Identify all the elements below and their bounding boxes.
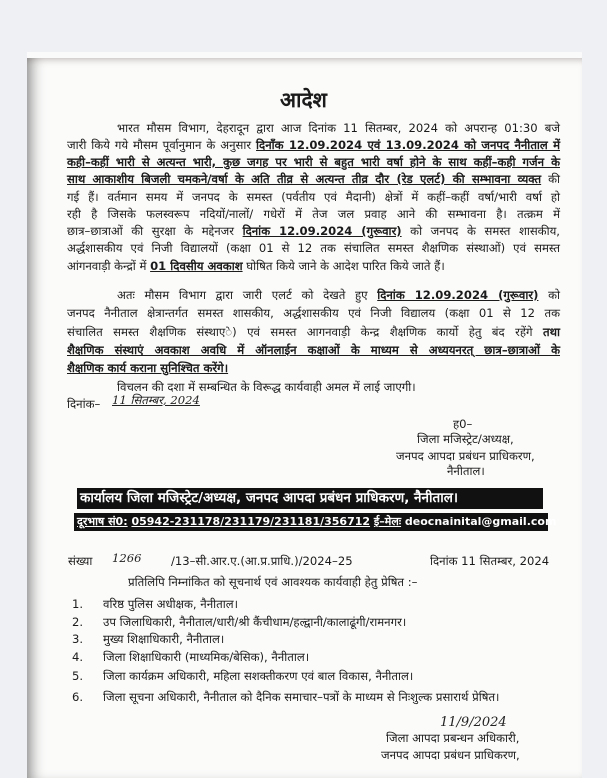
- emphasized-text: शैक्षणिक कार्य कराना सुनिश्चित करेंगे।: [67, 361, 229, 375]
- order-title: आदेश: [280, 88, 327, 112]
- email-label: ई–मेलः: [373, 515, 402, 528]
- handwritten-number: 1266: [112, 551, 142, 565]
- recipient-number: 3.: [72, 632, 84, 646]
- body-text: की: [541, 172, 561, 186]
- signatory-authority: जनपद आपदा प्रबंधन प्राधिकरण,: [396, 449, 535, 463]
- body-line: [67, 189, 560, 205]
- body-text: छात्र–छात्राओं की सुरक्षा के मद्देनजर: [67, 224, 243, 238]
- phone-label: दूरभाष सं0:: [77, 515, 128, 528]
- copy-signatory-authority: जनपद आपदा प्रबंधन प्राधिकरण,: [381, 748, 520, 762]
- body-text: संचालित समस्त शैक्षणिक संस्थाएे) एवं समस्त आगनवाड़ी केन्द्र शैक्षणिक कार्यो हेतु बंद रहेंगे: [67, 325, 543, 339]
- body-text: घोषित किये जाने के आदेश पारित किये जाते हैं।: [242, 259, 445, 273]
- signatory-title: जिला मजिस्ट्रेट/अध्यक्ष,: [417, 432, 514, 446]
- signature-prefix: ह0–: [453, 417, 473, 431]
- contact-banner: [74, 513, 557, 531]
- body-line: [67, 342, 560, 358]
- emphasized-text: तथा: [542, 325, 560, 339]
- body-text: भारत मौसम विभाग, देहरादून द्वारा आज दिनांक 11 सितम्बर, 2024 को अपरान्ह 01:30 बजे: [117, 121, 560, 135]
- emphasized-text: साथ आकाशीय बिजली चमकने/वर्षा के अति तीव्र से अत्यन्त तीव्र दौर (रेड एलर्ट) की सम्भावना व्यक्त: [67, 172, 542, 186]
- recipient-item: जिला सूचना अधिकारी, नैनीताल को दैनिक समाचार–पत्रों के माध्यम से निःशुल्क प्रसारार्थ प्रेषित।: [103, 690, 500, 704]
- body-text: अतः मौसम विभाग द्वारा जारी एलर्ट को देखते हुए: [117, 288, 378, 302]
- email-address[interactable]: deocnainital@gmail.com: [404, 515, 557, 528]
- recipient-item: उप जिलाधिकारी, नैनीताल/धारी/श्री कैंचीधाम/हल्द्वानी/कालाढूंगी/रामनगर।: [103, 615, 407, 629]
- body-line: [67, 305, 560, 321]
- emphasized-text: दिनांक 12.09.2024 (गुरूवार): [377, 288, 539, 302]
- handwritten-signature: 11/9/2024: [440, 715, 507, 730]
- emphasized-text: कही–कहीं भारी से अत्यन्त भारी, कुछ जगह पर भारी से बहुत भारी वर्षा होने के साथ कहीं–कही गर्जन के: [67, 155, 560, 169]
- body-text: रही है जिसके फलस्वरूप नदियों/नालों/ गधेरों में तेज जल प्रवाह आने की सम्भावना है। तत्क्रम में: [67, 207, 560, 221]
- body-line: [67, 171, 560, 187]
- copy-intro: प्रतिलिपि निम्नांकित को सूचनार्थ एवं आवश्यक कार्यवाही हेतु प्रेषित :–: [128, 575, 418, 589]
- emphasized-text: दिनांक 12.09.2024 (गुरूवार): [242, 224, 402, 238]
- recipient-number: 5.: [72, 669, 84, 683]
- body-text: अर्द्धशासकीय एवं निजी विद्यालयों (कक्षा 01 से 12 तक संचालित समस्त शैक्षणिक संस्थाओं) एवं समस्त: [67, 241, 560, 255]
- recipient-item: जिला कार्यक्रम अधिकारी, महिला सशक्तीकरण एवं बाल विकास, नैनीताल।: [103, 669, 414, 683]
- phone-number: 05942-231178/231179/231181/356712: [131, 515, 371, 528]
- recipient-number: 4.: [72, 650, 84, 664]
- body-text: को: [538, 288, 560, 302]
- recipient-number: 1.: [72, 597, 84, 611]
- emphasized-text: दिनाँक 12.09.2024 एवं 13.09.2024 को जनपद नैनीताल में: [256, 138, 560, 152]
- body-line: [67, 324, 560, 340]
- office-banner: कार्यालय जिला मजिस्ट्रेट/अध्यक्ष, जनपद आपदा प्रबंधन प्राधिकरण, नैनीताल।: [77, 488, 543, 509]
- recipient-number: 2.: [72, 615, 84, 629]
- emphasized-text: 01 दिवसीय अवकाश: [150, 259, 243, 273]
- reference-number: /13–सी.आर.ए.(आ.प्र.प्राधि.)/2024–25: [171, 554, 353, 568]
- body-line: [67, 206, 560, 222]
- body-text: आंगनवाड़ी केन्द्रों में: [67, 259, 151, 273]
- copy-date: दिनांक 11 सितम्बर, 2024: [430, 554, 550, 568]
- signatory-place: नैनीताल।: [447, 464, 485, 478]
- emphasized-text: शैक्षणिक संस्थाएं अवकाश अवधि में ऑनलाईन कक्षाओं के माध्यम से अध्ययनरत् छात्र–छात्राओं के: [67, 343, 560, 357]
- body-line: [67, 223, 560, 239]
- body-text: जनपद नैनीताल क्षेत्रान्तर्गत समस्त शासकीय, अर्द्धशासकीय एवं निजी विद्यालय (कक्षा 01 से 12 तक: [67, 306, 560, 320]
- body-line: [67, 154, 560, 170]
- body-line: [117, 120, 560, 136]
- body-text: जारी किये गये मौसम पूर्वानुमान के अनुसार: [67, 138, 257, 152]
- date-label: दिनांक–: [67, 397, 101, 411]
- copy-signatory-title: जिला आपदा प्रबन्धन अधिकारी,: [386, 731, 520, 745]
- recipient-number: 6.: [72, 690, 84, 704]
- body-line: [67, 258, 560, 274]
- body-line: [117, 287, 560, 303]
- body-text: गई हैं। वर्तमान समय में जनपद के समस्त (पर्वतीय एवं मैदानी) क्षेत्रों में कहीं–कहीं वर्षा/भारी वर्षा हो: [67, 190, 560, 204]
- body-text: विचलन की दशा में सम्बन्धित के विरूद्ध कार्यवाही अमल में लाई जाएगी।: [117, 380, 416, 394]
- body-line: [67, 240, 560, 256]
- body-line: [67, 360, 560, 376]
- recipient-item: जिला शिक्षाधिकारी (माध्यमिक/बेसिक), नैनीताल।: [103, 650, 310, 664]
- body-line: [67, 137, 560, 153]
- handwritten-date: 11 सितम्बर, 2024: [112, 393, 200, 407]
- recipient-item: वरिष्ठ पुलिस अधीक्षक, नैनीताल।: [103, 597, 238, 611]
- body-text: को जनपद के समस्त शासकीय,: [401, 224, 560, 238]
- number-label: संख्या: [68, 554, 93, 568]
- recipient-item: मुख्य शिक्षाधिकारी, नैनीताल।: [103, 632, 225, 646]
